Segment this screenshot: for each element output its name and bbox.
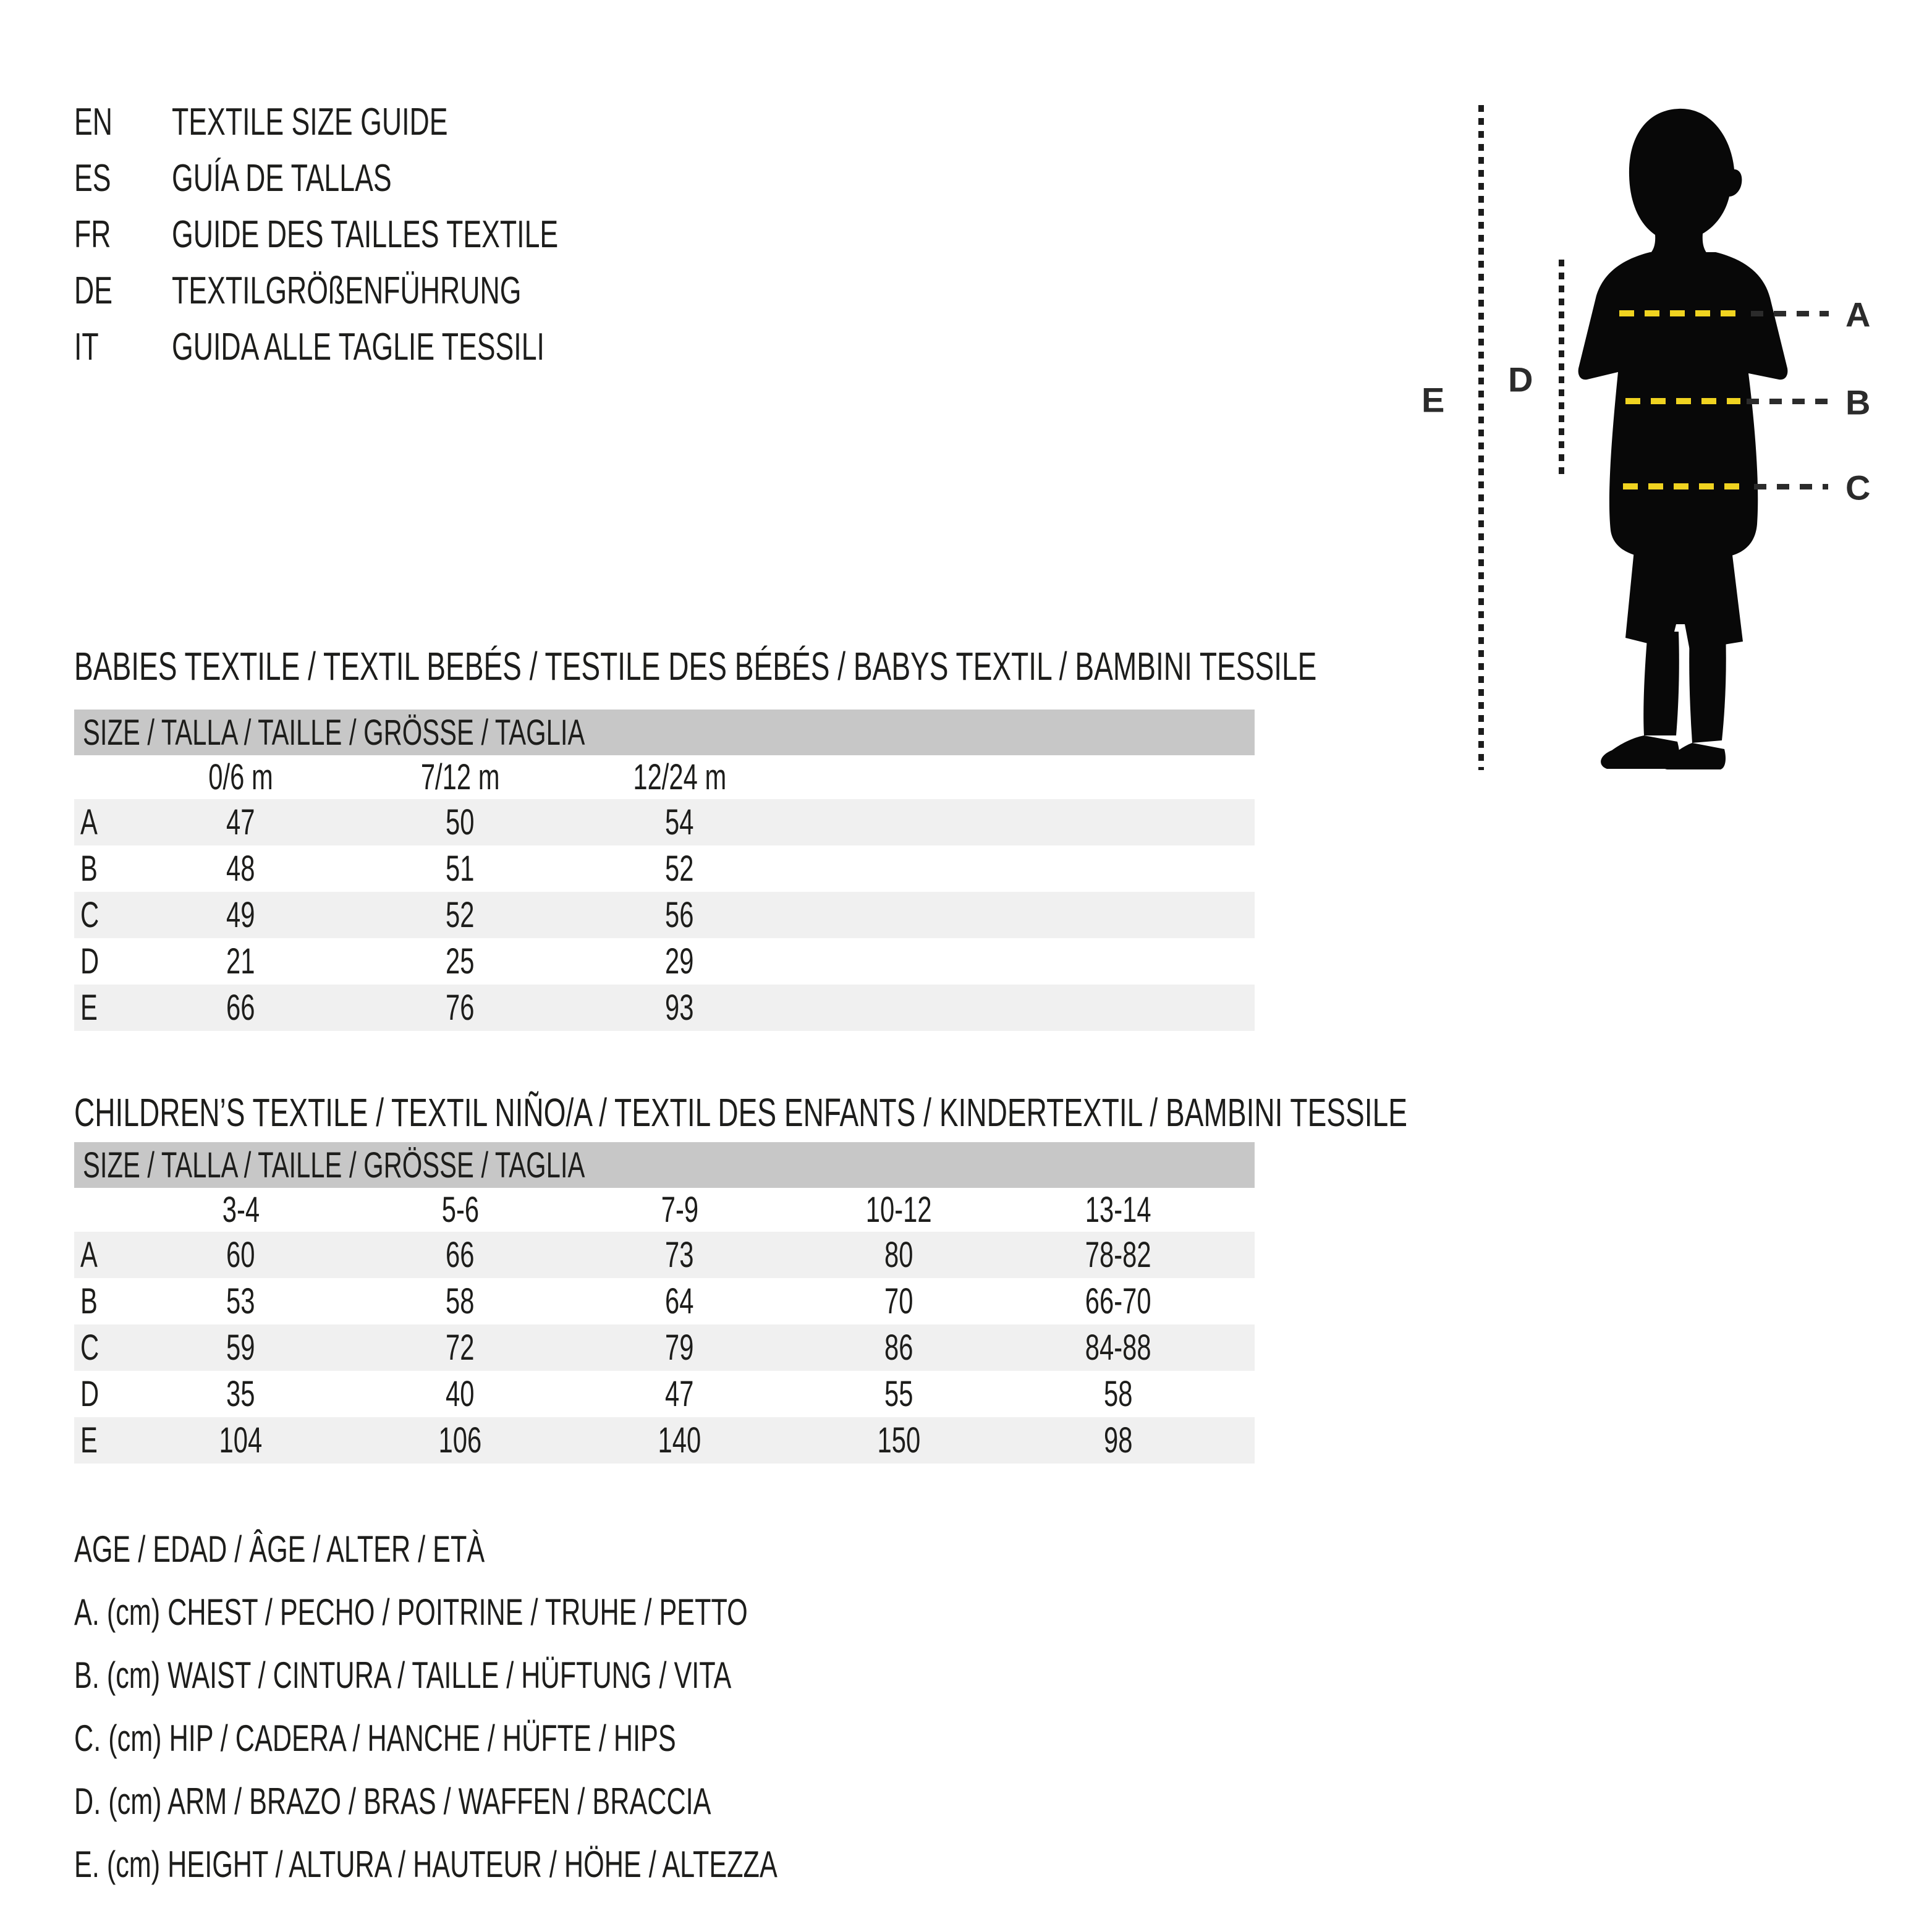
table-row — [74, 799, 1255, 845]
table-cell: 72 — [446, 1328, 475, 1368]
chest-guide-dash-a — [1751, 311, 1829, 316]
legend-age-line: AGE / EDAD / ÂGE / ALTER / ETÀ — [74, 1528, 485, 1570]
table-cell: 49 — [226, 895, 255, 935]
table-cell: 59 — [226, 1328, 255, 1368]
table-cell: 48 — [226, 849, 255, 889]
table-cell: 64 — [665, 1281, 694, 1321]
children-section-title: CHILDREN’S TEXTILE / TEXTIL NIÑO/A / TEXTIL DES ENFANTS / KINDERTEXTIL / BAMBINI TESSILE — [74, 1090, 1407, 1135]
table-cell: 50 — [446, 802, 475, 842]
table-cell: 79 — [665, 1328, 694, 1368]
row-label: B — [80, 1281, 98, 1321]
table-cell: 84-88 — [1085, 1328, 1151, 1368]
table-cell: 53 — [226, 1281, 255, 1321]
table-cell: 78-82 — [1085, 1235, 1151, 1275]
table-row — [74, 938, 1255, 985]
table-cell: 51 — [446, 849, 475, 889]
table-row — [74, 892, 1255, 938]
figure-label-c: C — [1845, 468, 1871, 507]
children-size-header-bar: SIZE / TALLA / TAILLE / GRÖSSE / TAGLIA — [74, 1142, 1255, 1188]
table-row — [74, 1417, 1255, 1464]
column-header: 10-12 — [866, 1190, 932, 1230]
table-cell: 106 — [438, 1420, 482, 1460]
row-label: A — [80, 802, 98, 842]
language-code: ES — [74, 157, 111, 200]
legend-hip-line: C. (cm) HIP / CADERA / HANCHE / HÜFTE / HIPS — [74, 1717, 676, 1759]
table-cell: 66 — [226, 988, 255, 1028]
table-cell: 140 — [658, 1420, 701, 1460]
figure-label-d: D — [1508, 360, 1533, 399]
table-row — [74, 1324, 1255, 1371]
table-cell: 58 — [446, 1281, 475, 1321]
table-cell: 104 — [219, 1420, 263, 1460]
table-cell: 40 — [446, 1374, 475, 1414]
row-label: E — [80, 1420, 98, 1460]
table-cell: 52 — [665, 849, 694, 889]
column-header: 5-6 — [441, 1190, 479, 1230]
legend-chest-line: A. (cm) CHEST / PECHO / POITRINE / TRUHE / PETTO — [74, 1591, 748, 1633]
waist-measure-dash-b — [1625, 398, 1740, 404]
language-code: IT — [74, 326, 99, 368]
table-row — [74, 985, 1255, 1031]
figure-label-b: B — [1845, 383, 1871, 422]
row-label: B — [80, 849, 98, 889]
column-header: 7-9 — [661, 1190, 698, 1230]
table-row — [74, 1371, 1255, 1417]
table-cell: 47 — [665, 1374, 694, 1414]
row-label: C — [80, 895, 100, 935]
row-label: D — [80, 941, 100, 981]
babies-size-header-bar: SIZE / TALLA / TAILLE / GRÖSSE / TAGLIA — [74, 710, 1255, 755]
babies-size-table — [74, 710, 1255, 1031]
table-cell: 70 — [884, 1281, 913, 1321]
children-size-table — [74, 1142, 1255, 1464]
figure-label-e: E — [1421, 380, 1445, 420]
legend-arm-line: D. (cm) ARM / BRAZO / BRAS / WAFFEN / BRACCIA — [74, 1780, 711, 1822]
table-cell: 86 — [884, 1328, 913, 1368]
column-header: 13-14 — [1085, 1190, 1151, 1230]
table-cell: 150 — [877, 1420, 921, 1460]
row-label: A — [80, 1235, 98, 1275]
hip-guide-dash-c — [1754, 484, 1828, 489]
table-cell: 60 — [226, 1235, 255, 1275]
table-cell: 66-70 — [1085, 1281, 1151, 1321]
table-cell: 52 — [446, 895, 475, 935]
table-cell: 55 — [884, 1374, 913, 1414]
guide-title-en: TEXTILE SIZE GUIDE — [172, 101, 448, 143]
guide-title-fr: GUIDE DES TAILLES TEXTILE — [172, 213, 559, 256]
guide-title-it: GUIDA ALLE TAGLIE TESSILI — [172, 326, 544, 368]
waist-guide-dash-b — [1747, 399, 1828, 404]
table-cell: 47 — [226, 802, 255, 842]
language-code: FR — [74, 213, 111, 256]
table-cell: 29 — [665, 941, 694, 981]
language-code: DE — [74, 269, 113, 312]
table-cell: 35 — [226, 1374, 255, 1414]
column-header: 0/6 m — [208, 757, 273, 797]
babies-section-title: BABIES TEXTILE / TEXTIL BEBÉS / TESTILE DES BÉBÉS / BABYS TEXTIL / BAMBINI TESSILE — [74, 644, 1317, 688]
babies-column-headers — [74, 755, 1255, 799]
table-cell: 73 — [665, 1235, 694, 1275]
legend-waist-line: B. (cm) WAIST / CINTURA / TAILLE / HÜFTUNG / VITA — [74, 1654, 732, 1696]
chest-measure-dash-a — [1619, 310, 1746, 316]
language-code: EN — [74, 101, 113, 143]
legend-height-line: E. (cm) HEIGHT / ALTURA / HAUTEUR / HÖHE / ALTEZZA — [74, 1843, 777, 1885]
row-label: D — [80, 1374, 100, 1414]
row-label: C — [80, 1328, 100, 1368]
figure-label-a: A — [1845, 295, 1871, 334]
table-cell: 54 — [665, 802, 694, 842]
guide-title-es: GUÍA DE TALLAS — [172, 157, 392, 200]
table-cell: 80 — [884, 1235, 913, 1275]
table-cell: 66 — [446, 1235, 475, 1275]
measurement-legend — [74, 1517, 1051, 1896]
table-cell: 93 — [665, 988, 694, 1028]
table-row — [74, 1278, 1255, 1324]
table-row — [74, 1232, 1255, 1278]
table-cell: 98 — [1104, 1420, 1133, 1460]
table-row — [74, 845, 1255, 892]
table-cell: 25 — [446, 941, 475, 981]
column-header: 3-4 — [222, 1190, 260, 1230]
row-label: E — [80, 988, 98, 1028]
arm-dotted-line-d — [1559, 260, 1564, 478]
column-header: 12/24 m — [633, 757, 726, 797]
hip-measure-dash-c — [1623, 483, 1748, 489]
table-cell: 56 — [665, 895, 694, 935]
column-header: 7/12 m — [420, 757, 500, 797]
table-cell: 58 — [1104, 1374, 1133, 1414]
children-column-headers — [74, 1188, 1255, 1232]
guide-title-de: TEXTILGRÖßENFÜHRUNG — [172, 269, 522, 312]
table-cell: 21 — [226, 941, 255, 981]
table-cell: 76 — [446, 988, 475, 1028]
